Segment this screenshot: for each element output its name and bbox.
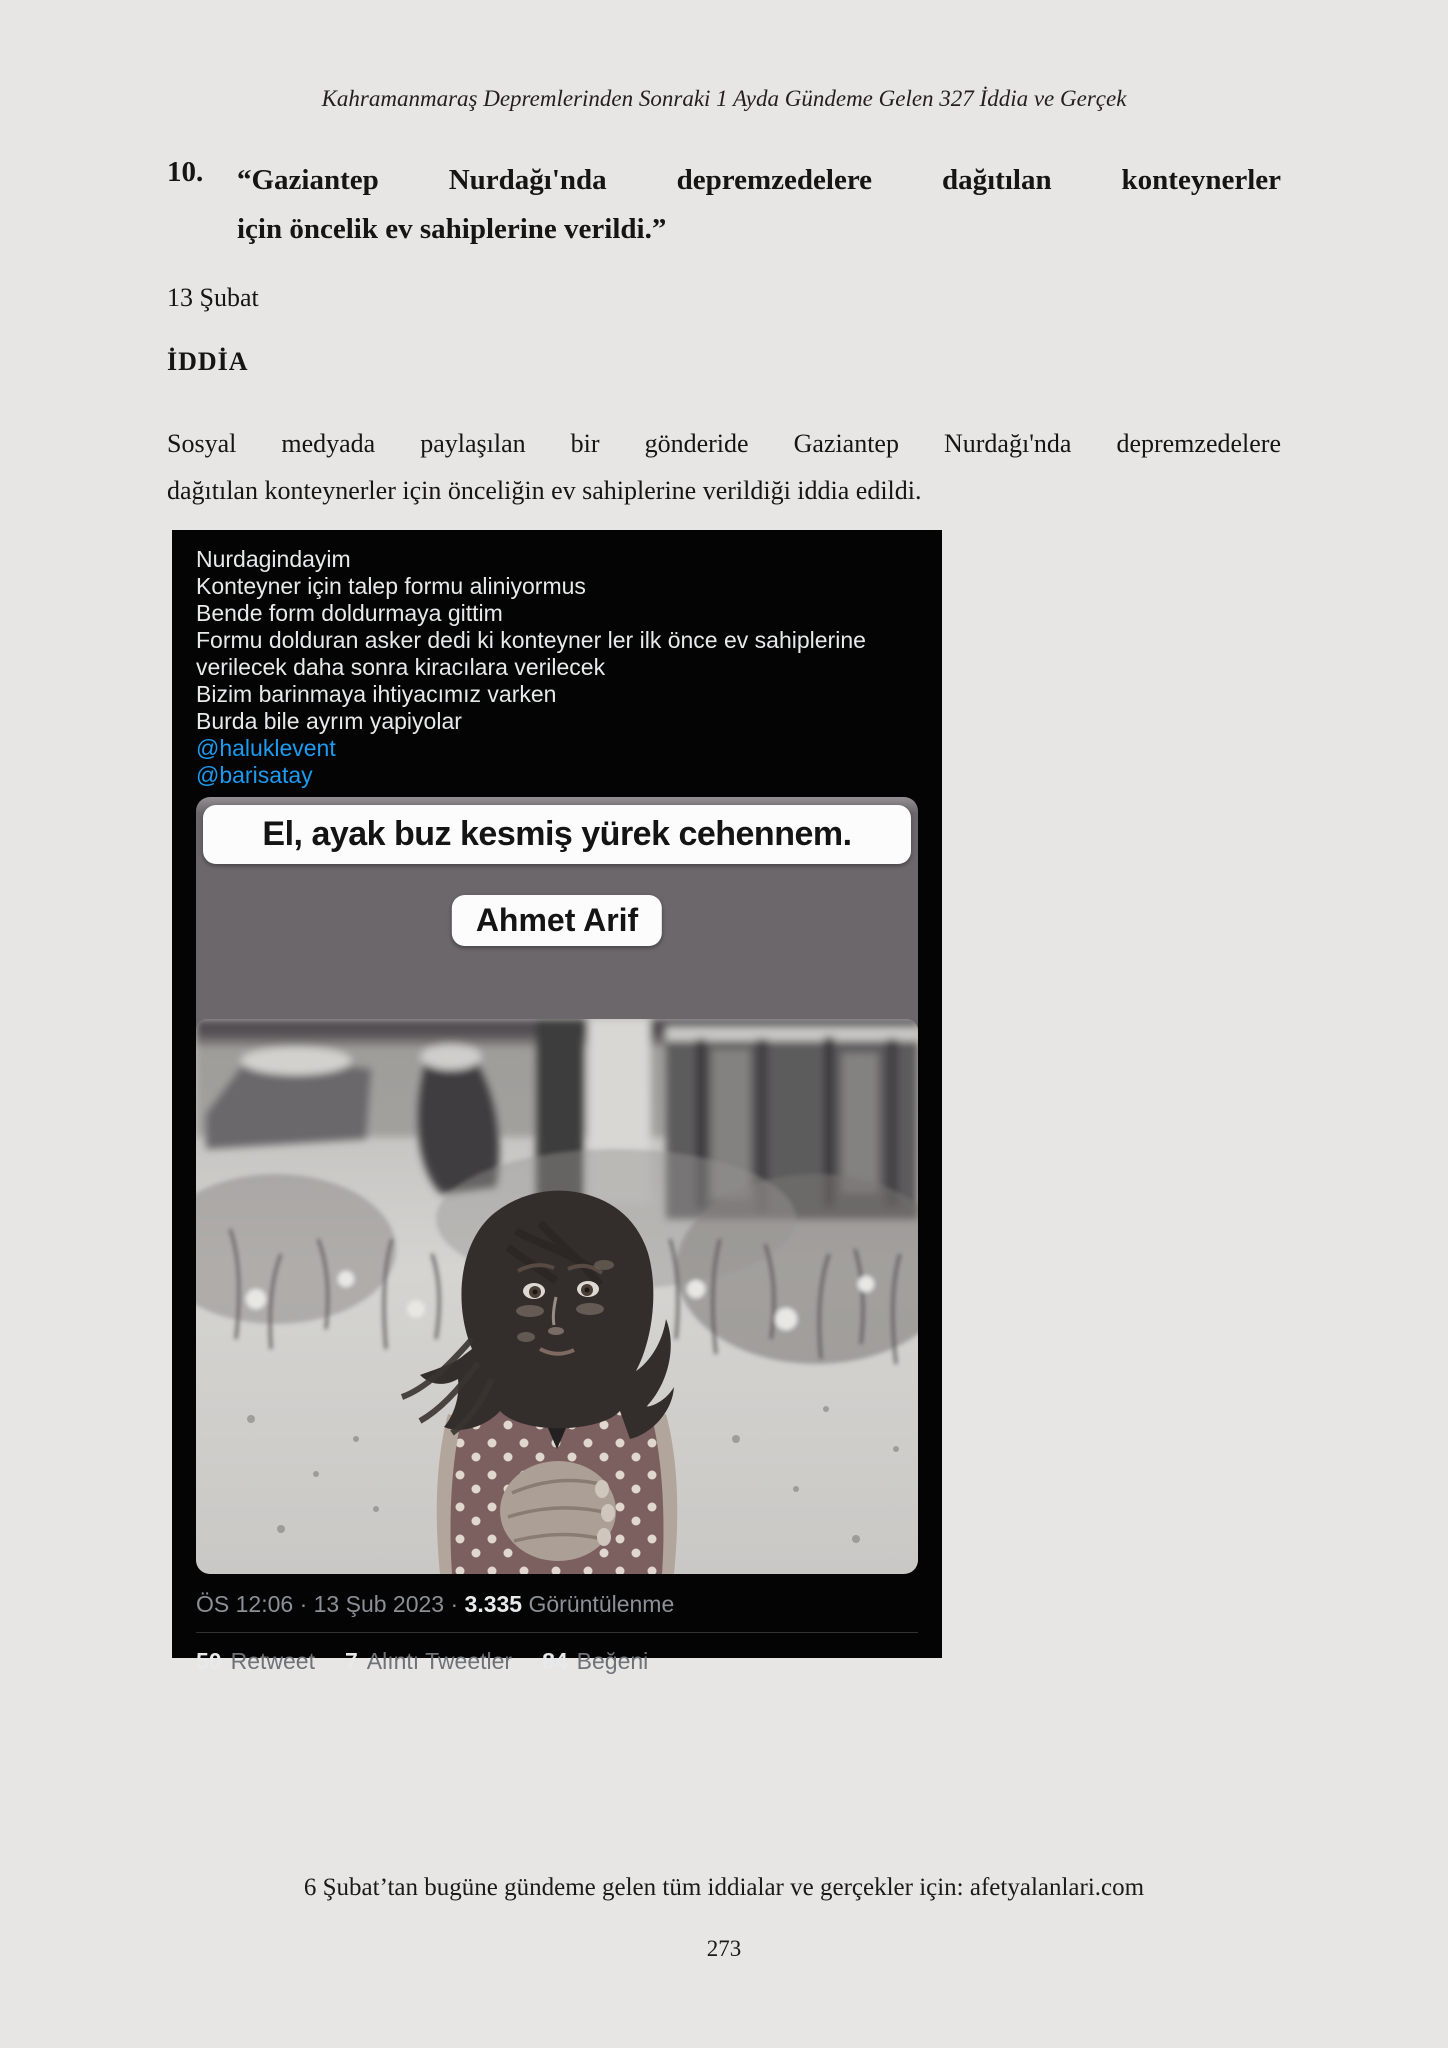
tweet-stat[interactable] bbox=[196, 1648, 315, 1675]
claim-paragraph-line2: dağıtılan konteynerler için önceliğin ev sahiplerine verildiği iddia edildi. bbox=[167, 476, 922, 505]
quote-headline-box bbox=[203, 805, 911, 864]
meta-separator: · bbox=[299, 1591, 308, 1617]
tweet-meta bbox=[196, 1591, 918, 1618]
tweet-text-line: Bizim barinmaya ihtiyacımız varken bbox=[196, 681, 557, 707]
tweet-photo bbox=[196, 1019, 918, 1574]
claim-heading bbox=[167, 156, 1281, 254]
quote-attribution: Ahmet Arif bbox=[452, 895, 662, 946]
tweet-stats bbox=[196, 1648, 918, 1675]
stat-label: Retweet bbox=[230, 1648, 315, 1674]
stat-label: Alıntı Tweetler bbox=[366, 1648, 513, 1674]
section-heading-iddia: İDDİA bbox=[167, 347, 249, 376]
tweet-screenshot bbox=[172, 530, 942, 1674]
stat-count: 7 bbox=[344, 1648, 358, 1674]
tweet-body bbox=[196, 546, 918, 789]
quote-headline-text: El, ayak buz kesmiş yürek cehennem. bbox=[262, 815, 852, 853]
tweet-date: 13 Şub 2023 bbox=[313, 1591, 445, 1617]
tweet-stat[interactable] bbox=[345, 1648, 512, 1675]
claim-paragraph bbox=[167, 420, 1281, 514]
mention-link[interactable]: @barisatay bbox=[196, 762, 313, 788]
tweet-stat[interactable] bbox=[542, 1648, 648, 1675]
tweet-attached-image[interactable] bbox=[196, 797, 918, 1574]
claim-title-line1: “Gaziantep Nurdağı'nda depremzedelere dağıtılan konteynerler bbox=[237, 164, 1281, 196]
meta-separator: · bbox=[450, 1591, 459, 1617]
stat-label: Beğeni bbox=[576, 1648, 649, 1674]
views-count: 3.335 bbox=[464, 1591, 523, 1617]
tweet-text-line: Nurdagindayim bbox=[196, 546, 351, 572]
tweet-text-line: Burda bile ayrım yapiyolar bbox=[196, 708, 462, 734]
claim-title bbox=[237, 156, 1281, 254]
page-number: 273 bbox=[706, 1936, 742, 1961]
tweet-divider bbox=[196, 1632, 918, 1633]
tweet-photo-illustration bbox=[196, 1019, 918, 1574]
claim-date: 13 Şubat bbox=[167, 283, 259, 312]
views-label: Görüntülenme bbox=[528, 1591, 675, 1617]
tweet-text-line: Formu dolduran asker dedi ki konteyner ler ilk önce ev sahiplerine bbox=[196, 627, 866, 653]
stat-count: 84 bbox=[542, 1648, 568, 1674]
tweet-mentions bbox=[196, 735, 918, 789]
tweet-time: ÖS 12:06 bbox=[196, 1591, 294, 1617]
tweet-text-line: Konteyner için talep formu aliniyormus bbox=[196, 573, 586, 599]
tweet-text-line: verilecek daha sonra kiracılara verilecek bbox=[196, 654, 606, 680]
tweet-text-line: Bende form doldurmaya gittim bbox=[196, 600, 503, 626]
stat-count: 50 bbox=[196, 1648, 222, 1674]
tweet-body-lines bbox=[196, 546, 918, 735]
claim-paragraph-line1: Sosyal medyada paylaşılan bir gönderide Gaziantep Nurdağı'nda depremzedelere bbox=[167, 429, 1281, 458]
claim-number: 10. bbox=[167, 156, 204, 188]
claim-title-line2: için öncelik ev sahiplerine verildi.” bbox=[237, 213, 667, 245]
mention-link[interactable]: @haluklevent bbox=[196, 735, 336, 761]
footer-note: 6 Şubat’tan bugüne gündeme gelen tüm iddialar ve gerçekler için: afetyalanlari.com bbox=[303, 1874, 1145, 1901]
running-header: Kahramanmaraş Depremlerinden Sonraki 1 Ayda Gündeme Gelen 327 İddia ve Gerçek bbox=[321, 86, 1127, 111]
